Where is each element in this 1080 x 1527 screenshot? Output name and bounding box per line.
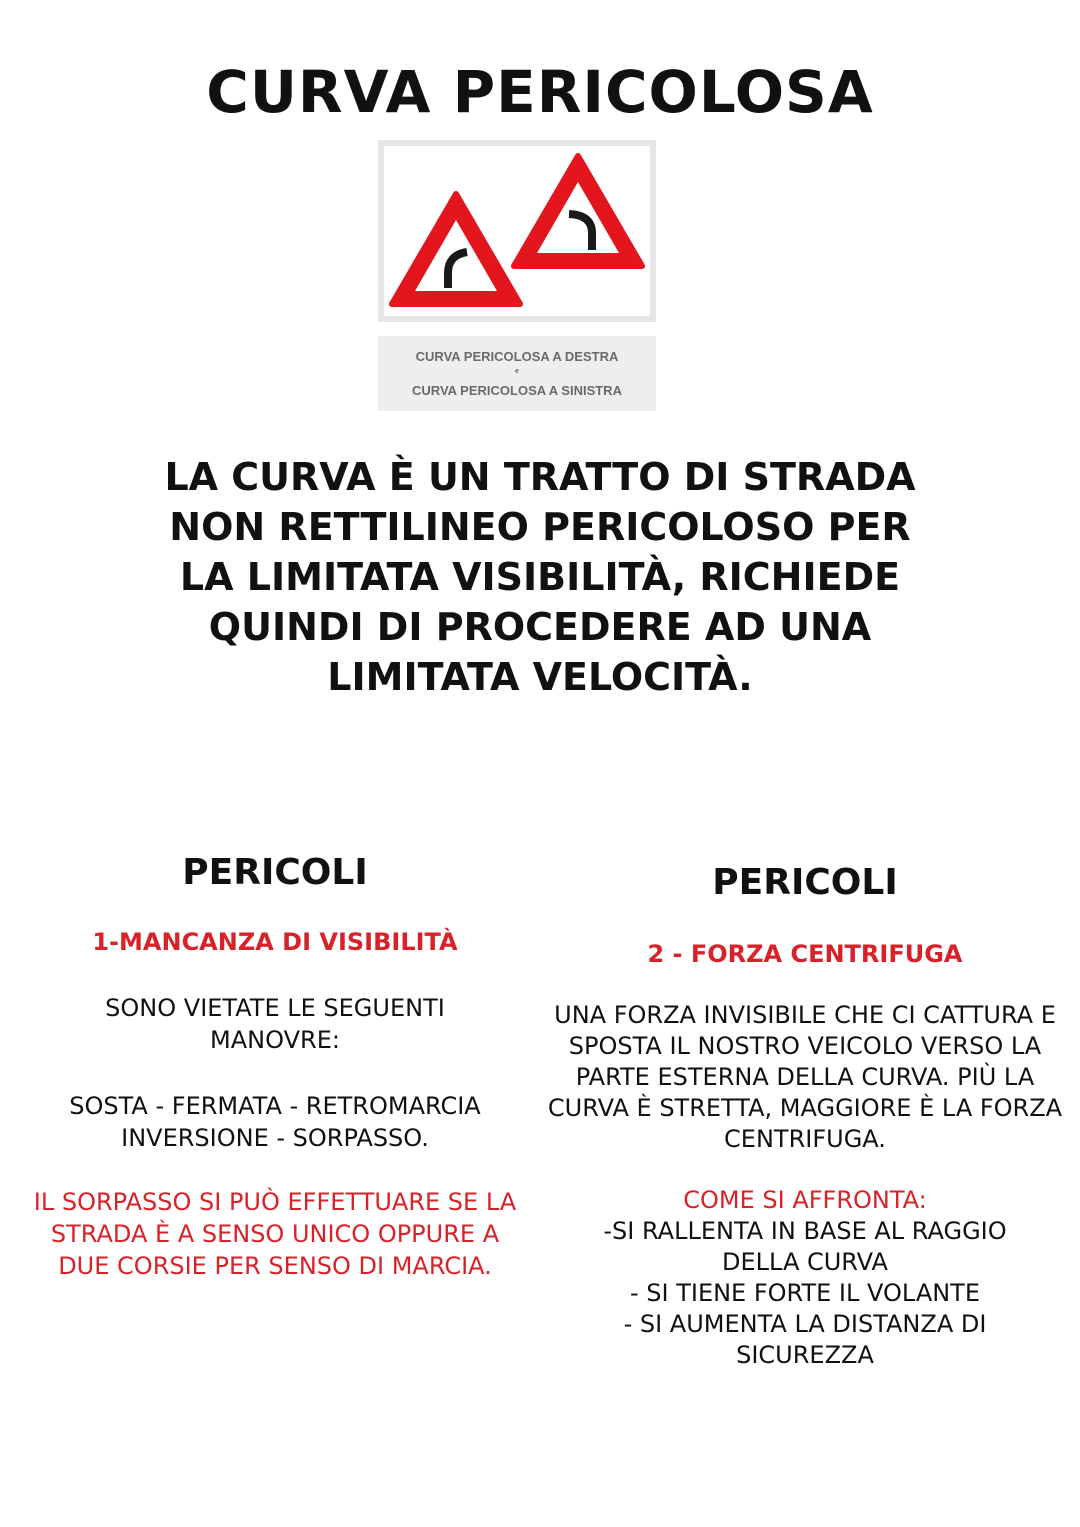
road-signs-figure [378,140,656,322]
right-paragraph-1: UNA FORZA INVISIBILE CHE CI CATTURA E SPOSTA IL NOSTRO VEICOLO VERSO LA PARTE ESTERNA DELLA CURVA. PIÙ LA CURVA È STRETTA, MAGGIORE È LA FORZA CENTRIFUGA. [547,1001,1063,1153]
right-heading: PERICOLI [712,862,898,903]
left-heading: PERICOLI [182,852,368,893]
left-subheading: 1-MANCANZA DI VISIBILITÀ [92,928,458,956]
left-curve-sign-icon [514,156,642,266]
right-how-item: -SI RALLENTA IN BASE AL RAGGIO DELLA CURVA [603,1217,1007,1276]
page-title: CURVA PERICOLOSA [206,58,874,126]
right-curve-sign-icon [392,194,520,304]
left-paragraph-2: SOSTA - FERMATA - RETROMARCIA INVERSIONE - SORPASSO. [69,1092,481,1152]
right-subheading: 2 - FORZA CENTRIFUGA [647,940,963,968]
caption-line: CURVA PERICOLOSA A DESTRA [415,349,619,364]
intro-paragraph: LA CURVA È UN TRATTO DI STRADA NON RETTILINEO PERICOLOSO PER LA LIMITATA VISIBILITÀ, RICHIEDE QUINDI DI PROCEDERE AD UNA LIMITATA VELOCITÀ. [164,455,916,699]
right-how-title: COME SI AFFRONTA: [683,1186,927,1214]
caption-line: e [515,368,519,375]
figure-caption [378,336,656,411]
right-how-item: - SI AUMENTA LA DISTANZA DI SICUREZZA [623,1310,987,1369]
left-paragraph-1: SONO VIETATE LE SEGUENTI MANOVRE: [105,994,445,1054]
caption-line: CURVA PERICOLOSA A SINISTRA [412,383,622,398]
left-paragraph-3: IL SORPASSO SI PUÒ EFFETTUARE SE LA STRADA È A SENSO UNICO OPPURE A DUE CORSIE PER SENSO DI MARCIA. [33,1188,517,1280]
right-how-item: - SI TIENE FORTE IL VOLANTE [629,1279,981,1307]
